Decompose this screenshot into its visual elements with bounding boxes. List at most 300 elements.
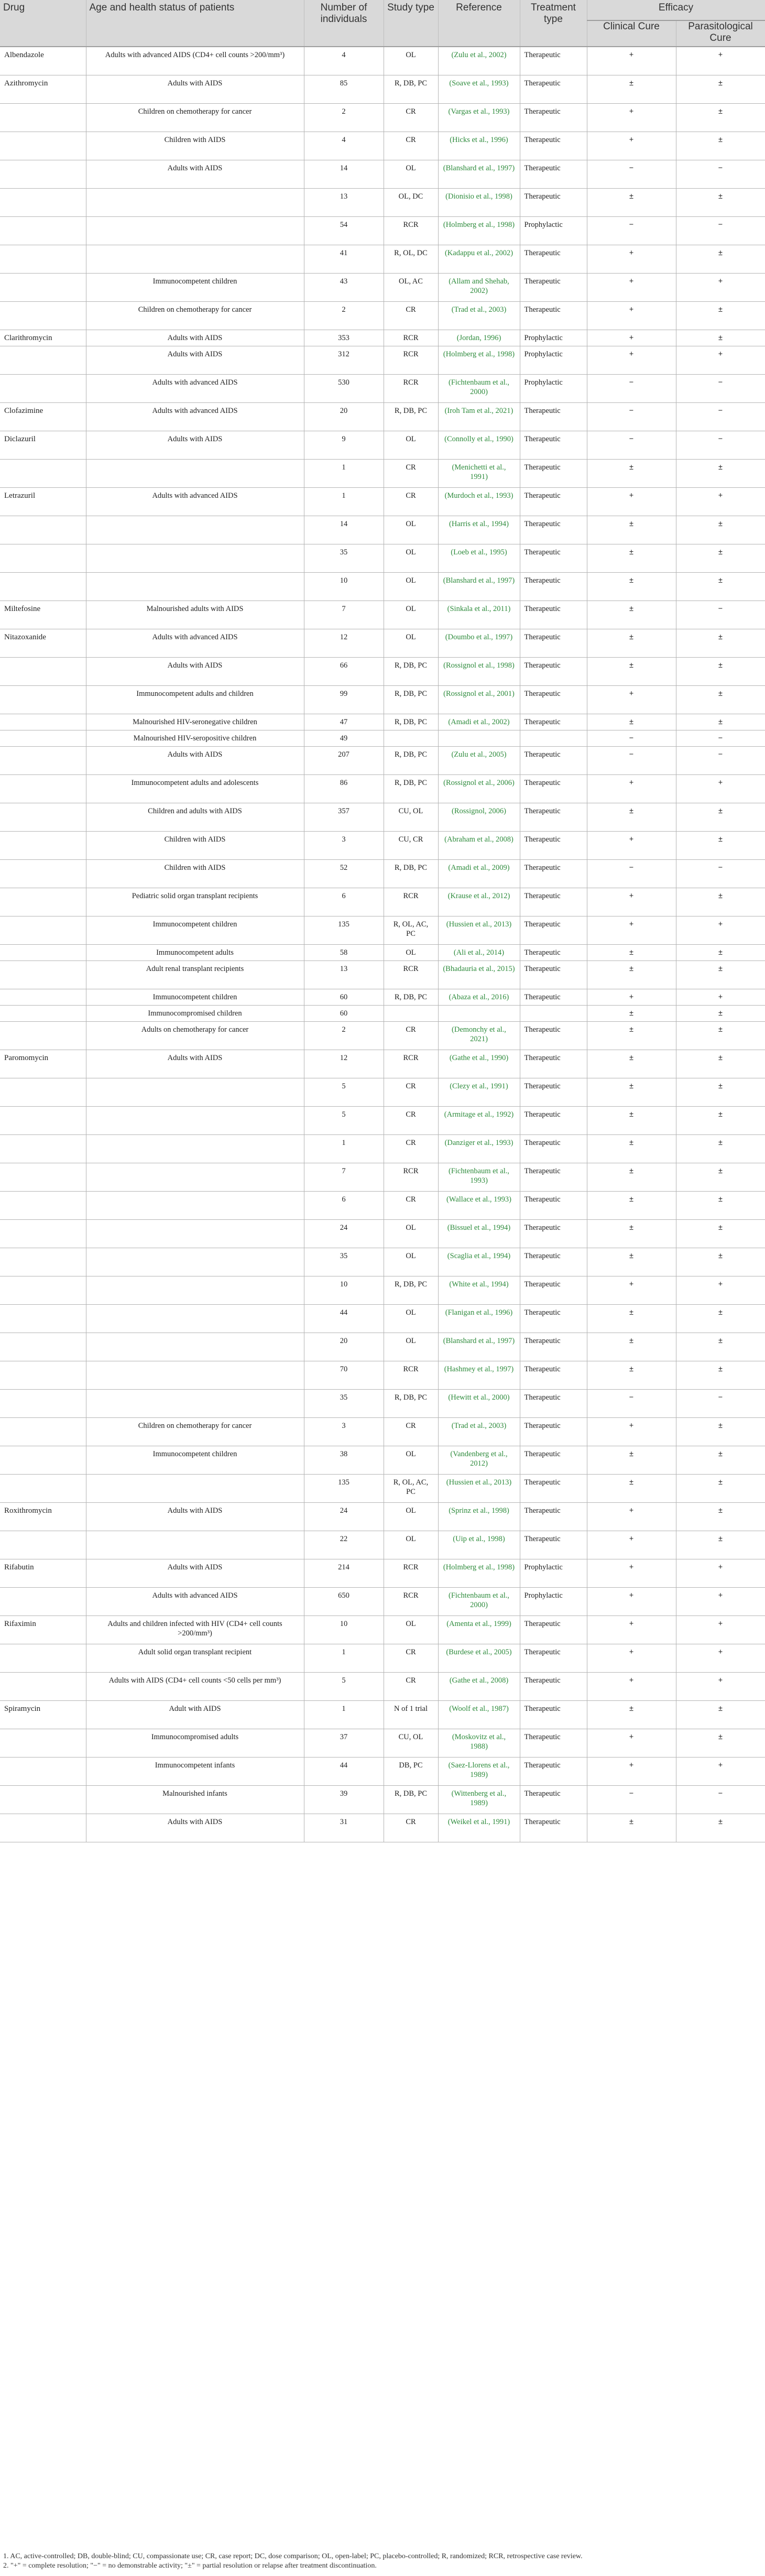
table-row [0, 1276, 765, 1304]
header-patients: Age and health status of patients [86, 0, 304, 47]
table-cell-clinical-cure: ± [587, 1163, 676, 1191]
table-cell-patients: Malnourished infants [86, 1785, 304, 1814]
table-cell-reference[interactable]: (Zulu et al., 2002) [438, 47, 520, 75]
table-cell-number: 52 [304, 859, 384, 888]
table-row [0, 629, 765, 657]
table-row [0, 1814, 765, 1842]
table-cell-reference[interactable]: (Iroh Tam et al., 2021) [438, 402, 520, 431]
table-cell-study-type: CU, OL [384, 1729, 438, 1757]
table-cell-clinical-cure: ± [587, 1814, 676, 1842]
table-cell-treatment-type: Therapeutic [520, 301, 587, 330]
table-cell-reference[interactable]: (Bhadauria et al., 2015) [438, 960, 520, 989]
table-cell-reference[interactable]: (Murdoch et al., 1993) [438, 487, 520, 516]
table-cell-study-type: R, DB, PC [384, 746, 438, 774]
table-cell-study-type: RCR [384, 1163, 438, 1191]
table-cell-study-type: OL [384, 944, 438, 960]
table-cell-reference[interactable]: (Gathe et al., 2008) [438, 1672, 520, 1700]
table-cell-reference[interactable]: (Blanshard et al., 1997) [438, 572, 520, 601]
table-cell-treatment-type: Therapeutic [520, 1531, 587, 1559]
table-cell-patients [86, 1531, 304, 1559]
table-cell-parasitological-cure: ± [676, 831, 765, 859]
table-cell-patients: Adults with AIDS [86, 431, 304, 459]
table-cell-clinical-cure: ± [587, 944, 676, 960]
table-cell-drug [0, 944, 86, 960]
table-cell-drug: Albendazole [0, 47, 86, 75]
table-cell-number: 9 [304, 431, 384, 459]
table-cell-drug [0, 1078, 86, 1106]
table-cell-patients: Immunocompetent adults [86, 944, 304, 960]
table-cell-reference[interactable]: (Dionisio et al., 1998) [438, 188, 520, 216]
table-cell-parasitological-cure: ± [676, 245, 765, 273]
table-cell-patients [86, 516, 304, 544]
table-cell-clinical-cure: ± [587, 1021, 676, 1050]
table-cell-reference[interactable]: (Amenta et al., 1999) [438, 1616, 520, 1644]
table-cell-parasitological-cure: − [676, 1785, 765, 1814]
table-cell-reference[interactable]: (Hussien et al., 2013) [438, 1474, 520, 1502]
table-cell-reference[interactable]: (Trad et al., 2003) [438, 1417, 520, 1446]
table-cell-parasitological-cure: + [676, 916, 765, 944]
table-cell-parasitological-cure: ± [676, 960, 765, 989]
table-cell-reference[interactable] [438, 1005, 520, 1021]
table-cell-reference[interactable]: (Menichetti et al., 1991) [438, 459, 520, 487]
table-row [0, 544, 765, 572]
table-cell-treatment-type: Therapeutic [520, 1616, 587, 1644]
table-cell-parasitological-cure: ± [676, 1700, 765, 1729]
table-cell-drug [0, 374, 86, 402]
table-cell-treatment-type: Therapeutic [520, 1106, 587, 1134]
table-cell-reference[interactable]: (Scaglia et al., 1994) [438, 1248, 520, 1276]
table-row [0, 330, 765, 346]
table-cell-parasitological-cure: ± [676, 1005, 765, 1021]
table-row [0, 1474, 765, 1502]
table-cell-reference[interactable]: (Harris et al., 1994) [438, 516, 520, 544]
table-cell-reference[interactable]: (Holmberg et al., 1998) [438, 216, 520, 245]
table-cell-drug [0, 1333, 86, 1361]
table-cell-clinical-cure: − [587, 216, 676, 245]
table-cell-drug [0, 273, 86, 301]
table-cell-drug [0, 301, 86, 330]
table-cell-treatment-type: Therapeutic [520, 1191, 587, 1219]
table-cell-parasitological-cure: + [676, 346, 765, 374]
table-row [0, 1134, 765, 1163]
table-row [0, 47, 765, 75]
table-cell-clinical-cure: + [587, 1644, 676, 1672]
table-cell-patients: Adults and children infected with HIV (CD4+ cell counts >200/mm³) [86, 1616, 304, 1644]
table-cell-patients [86, 1191, 304, 1219]
table-cell-patients: Malnourished HIV-seropositive children [86, 730, 304, 746]
table-cell-study-type: OL [384, 601, 438, 629]
table-cell-reference[interactable]: (Flanigan et al., 1996) [438, 1304, 520, 1333]
table-row [0, 1757, 765, 1785]
table-cell-reference[interactable]: (Blanshard et al., 1997) [438, 1333, 520, 1361]
table-cell-drug: Miltefosine [0, 601, 86, 629]
table-cell-reference[interactable]: (Rossignol, 2006) [438, 803, 520, 831]
table-cell-patients [86, 1134, 304, 1163]
table-cell-treatment-type: Therapeutic [520, 774, 587, 803]
table-row [0, 1644, 765, 1672]
table-cell-reference[interactable]: (Holmberg et al., 1998) [438, 346, 520, 374]
table-cell-parasitological-cure: ± [676, 572, 765, 601]
table-cell-parasitological-cure: ± [676, 1502, 765, 1531]
table-cell-parasitological-cure: ± [676, 657, 765, 685]
table-cell-patients: Adults with advanced AIDS (CD4+ cell counts >200/mm³) [86, 47, 304, 75]
table-cell-drug: Clofazimine [0, 402, 86, 431]
table-cell-study-type: RCR [384, 1050, 438, 1078]
table-cell-reference[interactable]: (Hussien et al., 2013) [438, 916, 520, 944]
footnote-legend: 2. "+" = complete resolution; "−" = no demonstrable activity; "±" = partial resolution or relapse after treatment discontinuation. [3, 2562, 377, 2570]
table-cell-study-type: OL [384, 47, 438, 75]
table-cell-reference[interactable]: (Amadi et al., 2009) [438, 859, 520, 888]
table-cell-reference[interactable]: (Burdese et al., 2005) [438, 1644, 520, 1672]
table-cell-reference[interactable]: (Krause et al., 2012) [438, 888, 520, 916]
table-cell-drug [0, 1729, 86, 1757]
table-cell-parasitological-cure: ± [676, 330, 765, 346]
table-cell-study-type: RCR [384, 1559, 438, 1587]
table-row [0, 1106, 765, 1134]
table-cell-reference[interactable]: (Amadi et al., 2002) [438, 714, 520, 730]
table-cell-parasitological-cure: − [676, 730, 765, 746]
table-cell-drug: Roxithromycin [0, 1502, 86, 1531]
table-cell-parasitological-cure: ± [676, 714, 765, 730]
table-cell-number: 86 [304, 774, 384, 803]
table-cell-reference[interactable]: (Trad et al., 2003) [438, 301, 520, 330]
table-cell-reference[interactable]: (Zulu et al., 2005) [438, 746, 520, 774]
table-cell-treatment-type: Therapeutic [520, 1361, 587, 1389]
table-cell-clinical-cure: ± [587, 1361, 676, 1389]
table-cell-reference[interactable]: (Armitage et al., 1992) [438, 1106, 520, 1134]
table-cell-drug [0, 1757, 86, 1785]
table-cell-parasitological-cure: + [676, 774, 765, 803]
table-cell-treatment-type: Therapeutic [520, 746, 587, 774]
table-cell-treatment-type: Therapeutic [520, 1248, 587, 1276]
table-cell-treatment-type: Therapeutic [520, 245, 587, 273]
table-row [0, 459, 765, 487]
table-cell-reference[interactable]: (Holmberg et al., 1998) [438, 1559, 520, 1587]
table-cell-patients [86, 1389, 304, 1417]
table-cell-study-type: RCR [384, 346, 438, 374]
table-cell-reference[interactable]: (Abraham et al., 2008) [438, 831, 520, 859]
table-cell-reference[interactable]: (Ali et al., 2014) [438, 944, 520, 960]
table-cell-parasitological-cure: ± [676, 1446, 765, 1474]
table-row [0, 888, 765, 916]
table-cell-parasitological-cure: ± [676, 1361, 765, 1389]
table-cell-parasitological-cure: + [676, 1672, 765, 1700]
table-cell-number: 44 [304, 1304, 384, 1333]
table-cell-drug [0, 1021, 86, 1050]
table-cell-number: 60 [304, 989, 384, 1005]
table-cell-clinical-cure: ± [587, 572, 676, 601]
table-cell-number: 7 [304, 601, 384, 629]
table-cell-clinical-cure: + [587, 916, 676, 944]
table-cell-reference[interactable]: (Uip et al., 1998) [438, 1531, 520, 1559]
header-efficacy: Efficacy [587, 0, 765, 20]
table-cell-treatment-type: Therapeutic [520, 1050, 587, 1078]
table-cell-parasitological-cure: + [676, 989, 765, 1005]
table-cell-patients: Immunocompetent children [86, 273, 304, 301]
table-cell-reference[interactable]: (Allam and Shehab, 2002) [438, 273, 520, 301]
table-cell-study-type: R, DB, PC [384, 75, 438, 103]
table-cell-patients: Adults with AIDS [86, 657, 304, 685]
table-cell-study-type: R, DB, PC [384, 714, 438, 730]
table-cell-reference[interactable]: (Fichtenbaum et al., 2000) [438, 374, 520, 402]
table-cell-reference[interactable]: (Hewitt et al., 2000) [438, 1389, 520, 1417]
table-cell-study-type: RCR [384, 960, 438, 989]
table-row [0, 75, 765, 103]
table-cell-study-type: OL [384, 572, 438, 601]
table-cell-clinical-cure: ± [587, 1304, 676, 1333]
table-cell-patients: Adult with AIDS [86, 1700, 304, 1729]
table-cell-treatment-type: Therapeutic [520, 1417, 587, 1446]
table-cell-drug [0, 730, 86, 746]
table-cell-reference[interactable]: (Fichtenbaum et al., 2000) [438, 1587, 520, 1616]
table-cell-patients: Immunocompromised adults [86, 1729, 304, 1757]
table-cell-reference[interactable]: (Jordan, 1996) [438, 330, 520, 346]
table-cell-study-type: R, DB, PC [384, 1785, 438, 1814]
table-cell-reference[interactable]: (Rossignol et al., 2001) [438, 685, 520, 714]
table-cell-reference[interactable]: (Blanshard et al., 1997) [438, 160, 520, 188]
table-cell-study-type: RCR [384, 1361, 438, 1389]
table-cell-parasitological-cure: ± [676, 685, 765, 714]
table-cell-reference[interactable]: (Loeb et al., 1995) [438, 544, 520, 572]
table-cell-patients: Immunocompetent adults and children [86, 685, 304, 714]
table-cell-patients: Adults with AIDS [86, 346, 304, 374]
table-cell-clinical-cure: + [587, 774, 676, 803]
table-cell-treatment-type: Therapeutic [520, 803, 587, 831]
table-cell-number: 37 [304, 1729, 384, 1757]
table-cell-clinical-cure: ± [587, 1219, 676, 1248]
table-cell-drug [0, 685, 86, 714]
table-cell-clinical-cure: + [587, 487, 676, 516]
table-cell-parasitological-cure: ± [676, 1304, 765, 1333]
table-cell-treatment-type [520, 730, 587, 746]
table-cell-study-type: CU, OL [384, 803, 438, 831]
table-cell-clinical-cure: + [587, 1672, 676, 1700]
table-cell-number: 5 [304, 1672, 384, 1700]
table-cell-parasitological-cure: ± [676, 459, 765, 487]
table-cell-clinical-cure: + [587, 273, 676, 301]
table-row [0, 1163, 765, 1191]
table-cell-drug [0, 103, 86, 132]
table-cell-reference[interactable]: (White et al., 1994) [438, 1276, 520, 1304]
table-cell-treatment-type: Therapeutic [520, 888, 587, 916]
table-cell-study-type: OL [384, 160, 438, 188]
table-cell-clinical-cure: ± [587, 714, 676, 730]
table-cell-drug: Diclazuril [0, 431, 86, 459]
table-cell-reference[interactable]: (Woolf et al., 1987) [438, 1700, 520, 1729]
table-cell-clinical-cure: ± [587, 544, 676, 572]
table-cell-reference[interactable] [438, 730, 520, 746]
table-cell-drug [0, 1389, 86, 1417]
table-cell-reference[interactable]: (Fichtenbaum et al., 1993) [438, 1163, 520, 1191]
table-cell-study-type: CR [384, 301, 438, 330]
table-cell-drug [0, 1106, 86, 1134]
table-cell-study-type: R, DB, PC [384, 1389, 438, 1417]
table-cell-treatment-type: Therapeutic [520, 1021, 587, 1050]
table-cell-number: 1 [304, 1644, 384, 1672]
table-cell-number: 10 [304, 572, 384, 601]
table-cell-parasitological-cure: + [676, 1276, 765, 1304]
table-cell-drug [0, 132, 86, 160]
header-number: Number of individuals [304, 0, 384, 47]
header-parasitological-cure: Parasitological Cure [676, 20, 765, 47]
table-cell-reference[interactable]: (Danziger et al., 1993) [438, 1134, 520, 1163]
table-cell-reference[interactable]: (Rossignol et al., 2006) [438, 774, 520, 803]
table-cell-reference[interactable]: (Moskovitz et al., 1988) [438, 1729, 520, 1757]
table-row [0, 1672, 765, 1700]
table-row [0, 103, 765, 132]
table-row [0, 803, 765, 831]
table-cell-number: 5 [304, 1078, 384, 1106]
table-cell-parasitological-cure: ± [676, 629, 765, 657]
table-cell-parasitological-cure: − [676, 216, 765, 245]
footnotes [3, 2552, 758, 2571]
table-cell-number: 35 [304, 1248, 384, 1276]
table-cell-study-type: CR [384, 1078, 438, 1106]
table-row [0, 916, 765, 944]
table-row [0, 346, 765, 374]
table-cell-patients [86, 1276, 304, 1304]
table-cell-patients: Adults with AIDS [86, 746, 304, 774]
table-cell-treatment-type: Therapeutic [520, 629, 587, 657]
table-cell-parasitological-cure: ± [676, 1814, 765, 1842]
table-cell-drug: Rifaximin [0, 1616, 86, 1644]
table-cell-reference[interactable]: (Rossignol et al., 1998) [438, 657, 520, 685]
table-cell-reference[interactable]: (Weikel et al., 1991) [438, 1814, 520, 1842]
table-row [0, 487, 765, 516]
table-cell-study-type: CR [384, 1021, 438, 1050]
table-cell-drug [0, 346, 86, 374]
table-row [0, 160, 765, 188]
table-cell-clinical-cure: ± [587, 657, 676, 685]
table-cell-reference[interactable]: (Hashmey et al., 1997) [438, 1361, 520, 1389]
table-row [0, 960, 765, 989]
table-cell-reference[interactable]: (Kadappu et al., 2002) [438, 245, 520, 273]
table-cell-number: 1 [304, 487, 384, 516]
table-cell-treatment-type: Prophylactic [520, 1559, 587, 1587]
table-cell-patients [86, 1361, 304, 1389]
table-cell-study-type: R, OL, AC, PC [384, 916, 438, 944]
table-cell-drug [0, 1531, 86, 1559]
table-cell-reference[interactable]: (Hicks et al., 1996) [438, 132, 520, 160]
table-cell-clinical-cure: + [587, 685, 676, 714]
table-cell-number: 38 [304, 1446, 384, 1474]
table-cell-drug [0, 1644, 86, 1672]
table-cell-clinical-cure: ± [587, 1474, 676, 1502]
table-cell-reference[interactable]: (Saez-Llorens et al., 1989) [438, 1757, 520, 1785]
table-cell-drug: Letrazuril [0, 487, 86, 516]
table-cell-clinical-cure: − [587, 730, 676, 746]
table-cell-number: 41 [304, 245, 384, 273]
table-cell-drug [0, 544, 86, 572]
table-cell-treatment-type: Therapeutic [520, 1276, 587, 1304]
table-cell-number: 12 [304, 629, 384, 657]
table-cell-clinical-cure: + [587, 301, 676, 330]
table-cell-patients [86, 1219, 304, 1248]
table-row [0, 1531, 765, 1559]
table-cell-drug: Azithromycin [0, 75, 86, 103]
table-cell-parasitological-cure: ± [676, 132, 765, 160]
table-cell-reference[interactable]: (Doumbo et al., 1997) [438, 629, 520, 657]
table-cell-parasitological-cure: ± [676, 888, 765, 916]
table-cell-patients [86, 1474, 304, 1502]
table-cell-reference[interactable]: (Connolly et al., 1990) [438, 431, 520, 459]
table-cell-clinical-cure: ± [587, 1700, 676, 1729]
table-cell-reference[interactable]: (Sinkala et al., 2011) [438, 601, 520, 629]
table-cell-number: 2 [304, 103, 384, 132]
table-row [0, 1785, 765, 1814]
table-cell-parasitological-cure: ± [676, 516, 765, 544]
table-cell-patients: Adults with advanced AIDS [86, 402, 304, 431]
table-cell-clinical-cure: − [587, 859, 676, 888]
table-cell-patients: Children on chemotherapy for cancer [86, 103, 304, 132]
table-cell-study-type: RCR [384, 216, 438, 245]
table-cell-number: 4 [304, 47, 384, 75]
table-cell-parasitological-cure: ± [676, 1729, 765, 1757]
table-cell-reference[interactable]: (Vandenberg et al., 2012) [438, 1446, 520, 1474]
table-cell-treatment-type: Therapeutic [520, 685, 587, 714]
table-cell-number: 99 [304, 685, 384, 714]
table-cell-parasitological-cure: ± [676, 1333, 765, 1361]
table-cell-patients: Adults with advanced AIDS [86, 629, 304, 657]
table-cell-number: 13 [304, 960, 384, 989]
table-cell-reference[interactable]: (Wallace et al., 1993) [438, 1191, 520, 1219]
table-cell-reference[interactable]: (Abaza et al., 2016) [438, 989, 520, 1005]
table-cell-reference[interactable]: (Vargas et al., 1993) [438, 103, 520, 132]
table-cell-drug [0, 216, 86, 245]
table-cell-treatment-type: Prophylactic [520, 330, 587, 346]
table-cell-study-type: OL [384, 1219, 438, 1248]
table-cell-number: 135 [304, 1474, 384, 1502]
table-cell-number: 14 [304, 516, 384, 544]
table-cell-clinical-cure: + [587, 1729, 676, 1757]
table-cell-treatment-type: Therapeutic [520, 1078, 587, 1106]
table-cell-treatment-type: Therapeutic [520, 1304, 587, 1333]
table-row [0, 774, 765, 803]
table-row [0, 402, 765, 431]
table-cell-reference[interactable]: (Clezy et al., 1991) [438, 1078, 520, 1106]
table-cell-study-type [384, 1005, 438, 1021]
table-cell-parasitological-cure: + [676, 1644, 765, 1672]
table-cell-clinical-cure: − [587, 1785, 676, 1814]
table-cell-clinical-cure: ± [587, 188, 676, 216]
table-cell-reference[interactable]: (Bissuel et al., 1994) [438, 1219, 520, 1248]
table-cell-reference[interactable]: (Wittenberg et al., 1989) [438, 1785, 520, 1814]
table-cell-treatment-type: Therapeutic [520, 75, 587, 103]
table-row [0, 730, 765, 746]
table-cell-number: 60 [304, 1005, 384, 1021]
table-cell-clinical-cure: ± [587, 803, 676, 831]
table-cell-reference[interactable]: (Gathe et al., 1990) [438, 1050, 520, 1078]
table-cell-treatment-type: Therapeutic [520, 132, 587, 160]
table-cell-drug [0, 1587, 86, 1616]
table-cell-reference[interactable]: (Demonchy et al., 2021) [438, 1021, 520, 1050]
table-cell-clinical-cure: − [587, 374, 676, 402]
table-cell-study-type: RCR [384, 1587, 438, 1616]
table-row [0, 216, 765, 245]
table-cell-study-type: CR [384, 487, 438, 516]
table-cell-treatment-type: Therapeutic [520, 160, 587, 188]
footnote-abbreviations: 1. AC, active-controlled; DB, double-blind; CU, compassionate use; CR, case report; DC, dose comparison; OL, open-label; PC, placebo-controlled; R, randomized; RCR, retrospective case review. [3, 2552, 583, 2560]
table-cell-study-type: R, DB, PC [384, 657, 438, 685]
table-cell-reference[interactable]: (Sprinz et al., 1998) [438, 1502, 520, 1531]
table-cell-study-type: RCR [384, 888, 438, 916]
table-cell-treatment-type: Therapeutic [520, 516, 587, 544]
table-row [0, 746, 765, 774]
table-cell-number: 20 [304, 1333, 384, 1361]
table-cell-reference[interactable]: (Soave et al., 1993) [438, 75, 520, 103]
table-cell-study-type: R, OL, DC [384, 245, 438, 273]
table-cell-parasitological-cure: − [676, 859, 765, 888]
